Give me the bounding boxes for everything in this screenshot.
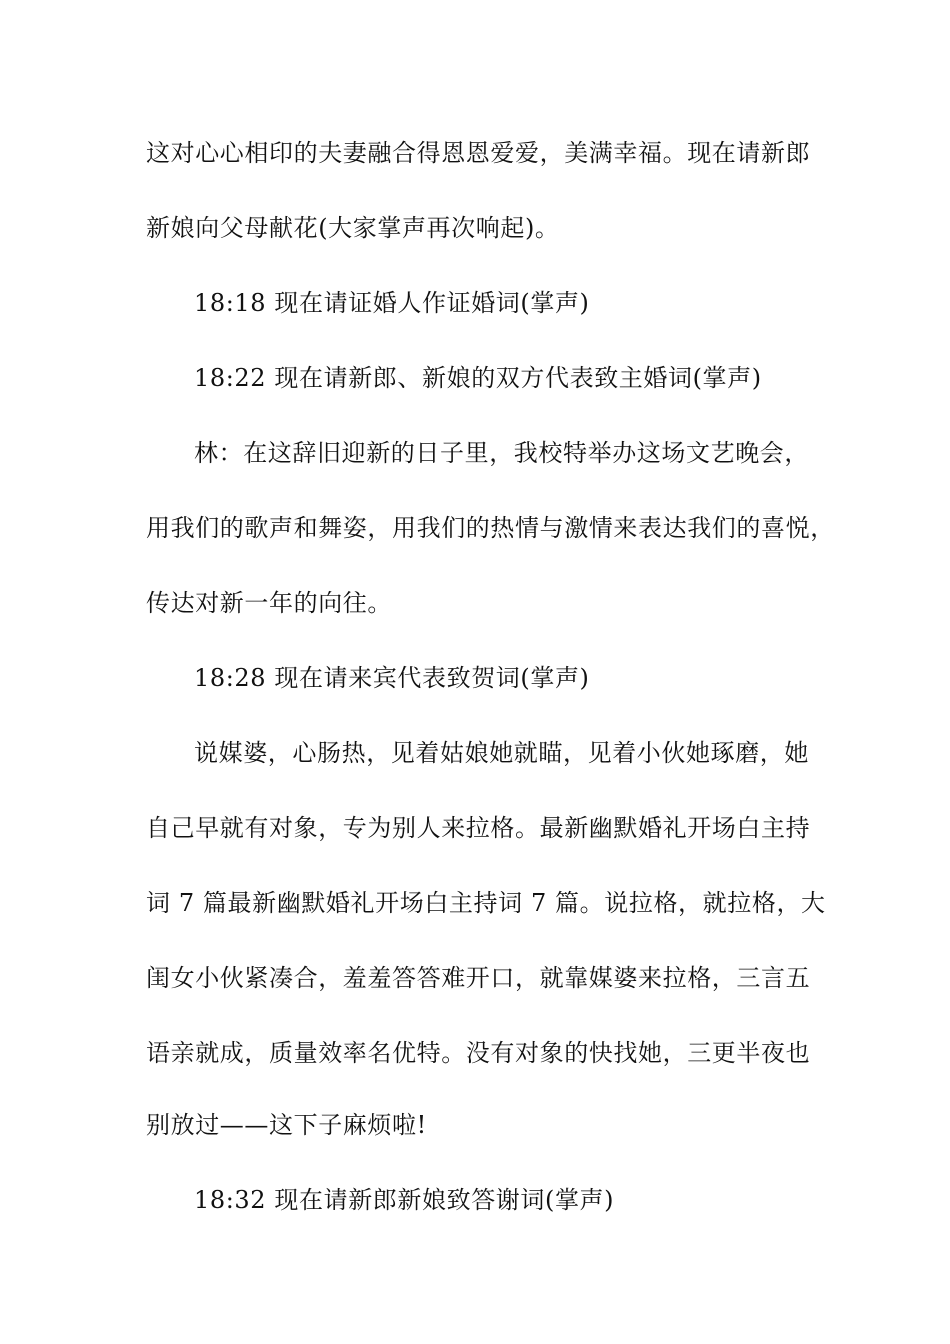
schedule-line: 18:28 现在请来宾代表致贺词(掌声) [194,664,590,692]
text-line: 新娘向父母献花(大家掌声再次响起)。 [146,214,560,242]
text-line: 传达对新一年的向往。 [146,589,392,617]
text-line: 语亲就成，质量效率名优特。没有对象的快找她，三更半夜也 [146,1039,811,1067]
text-line: 词 7 篇最新幽默婚礼开场白主持词 7 篇。说拉格，就拉格，大 [146,889,826,917]
text-line: 林：在这辞旧迎新的日子里，我校特举办这场文艺晚会， [194,439,809,467]
schedule-line: 18:18 现在请证婚人作证婚词(掌声) [194,289,590,317]
text-line: 自己早就有对象，专为别人来拉格。最新幽默婚礼开场白主持 [146,814,811,842]
text-line: 闺女小伙紧凑合，羞羞答答难开口，就靠媒婆来拉格，三言五 [146,964,811,992]
text-line: 别放过——这下子麻烦啦! [146,1111,427,1139]
schedule-line: 18:22 现在请新郎、新娘的双方代表致主婚词(掌声) [194,364,762,392]
schedule-line: 18:32 现在请新郎新娘致答谢词(掌声) [194,1186,615,1214]
text-line: 这对心心相印的夫妻融合得恩恩爱爱，美满幸福。现在请新郎 [146,139,811,167]
text-line: 用我们的歌声和舞姿，用我们的热情与激情来表达我们的喜悦， [146,514,835,542]
text-line: 说媒婆，心肠热，见着姑娘她就瞄，见着小伙她琢磨，她 [194,739,809,767]
